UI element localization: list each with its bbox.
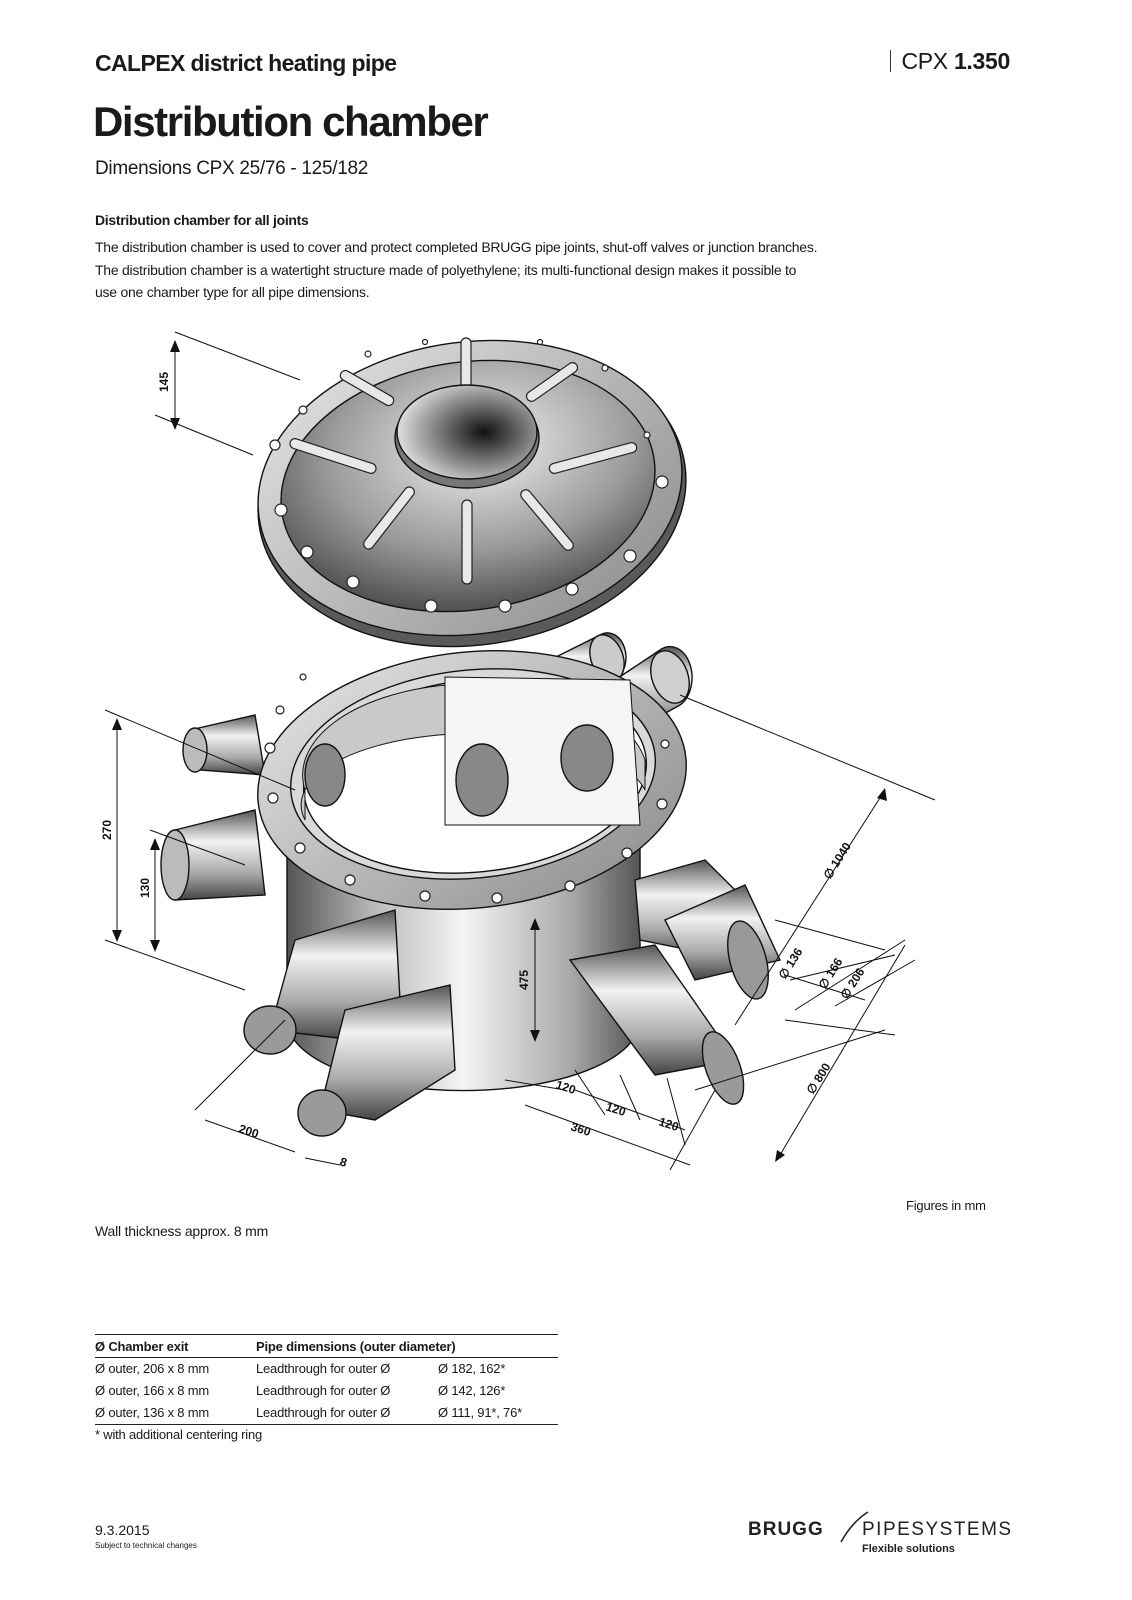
section-body <box>95 236 895 304</box>
table-row <box>95 1380 558 1402</box>
footer-subject-note: Subject to technical changes <box>95 1541 197 1550</box>
dim-offset: 200 <box>237 1121 261 1142</box>
logo-brand-2: PIPESYSTEMS <box>862 1519 1013 1540</box>
wall-thickness-note: Wall thickness approx. 8 mm <box>95 1223 269 1239</box>
section-heading: Distribution chamber for all joints <box>95 212 309 228</box>
body-line: use one chamber type for all pipe dimensions. <box>95 284 370 300</box>
logo-tagline: Flexible solutions <box>862 1543 955 1555</box>
cell-dims: Ø 142, 126* <box>438 1383 506 1398</box>
logo-brand: BRUGG <box>748 1519 824 1540</box>
dim-spacing-1: 120 <box>554 1077 578 1098</box>
code-number: 1.350 <box>953 48 1010 74</box>
document-code <box>890 50 1010 72</box>
figures-note: Figures in mm <box>906 1198 986 1213</box>
cell-lead: Leadthrough for outer Ø <box>256 1361 391 1376</box>
dim-outlet-height-lower: 130 <box>138 877 152 898</box>
cell-dims: Ø 182, 162* <box>438 1361 506 1376</box>
dim-spacing-total: 360 <box>569 1119 593 1140</box>
dim-d166: ∅ 166 <box>815 955 846 992</box>
cell-exit: Ø outer, 206 x 8 mm <box>95 1361 209 1376</box>
header-chamber-exit: Ø Chamber exit <box>95 1335 256 1358</box>
table-header-row <box>95 1335 558 1358</box>
dim-lid-diameter: ∅ 1040 <box>820 839 854 882</box>
body-line: The distribution chamber is a watertight structure made of polyethylene; its multi-functional design makes it possible to <box>95 261 797 278</box>
body-line: The distribution chamber is used to cover and protect completed BRUGG pipe joints, shut-off valves or junction branches. <box>95 239 818 255</box>
code-prefix: CPX <box>901 48 948 74</box>
dim-body-diameter: ∅ 800 <box>803 1060 834 1097</box>
dim-d206: ∅ 206 <box>837 965 868 1002</box>
dim-spacing-2: 120 <box>604 1099 628 1120</box>
cell-exit: Ø outer, 136 x 8 mm <box>95 1402 256 1425</box>
cell-lead: Leadthrough for outer Ø <box>256 1402 438 1425</box>
dim-d136: ∅ 136 <box>775 945 806 982</box>
lid <box>238 320 706 673</box>
cell-lead: Leadthrough for outer Ø <box>256 1383 391 1398</box>
brugg-logo <box>748 1510 1038 1560</box>
table-row <box>95 1358 558 1381</box>
chamber-drawing <box>95 320 995 1200</box>
page-title: Distribution chamber <box>93 98 488 145</box>
dim-spacing-3: 120 <box>657 1114 681 1135</box>
document-series: CALPEX district heating pipe <box>95 50 397 76</box>
dim-body-height: 475 <box>517 969 531 990</box>
cell-dims: Ø 111, 91*, 76* <box>438 1402 558 1425</box>
table-footnote: * with additional centering ring <box>95 1427 263 1442</box>
cell-exit: Ø outer, 166 x 8 mm <box>95 1383 209 1398</box>
table-row <box>95 1402 558 1425</box>
dim-wall: 8 <box>338 1154 349 1170</box>
dim-lid-height: 145 <box>157 371 171 392</box>
page-subtitle: Dimensions CPX 25/76 - 125/182 <box>95 158 368 179</box>
chamber-exit-table <box>95 1334 558 1425</box>
header-pipe-dimensions: Pipe dimensions (outer diameter) <box>256 1335 558 1358</box>
dim-outlet-height-upper: 270 <box>100 819 114 840</box>
footer-date: 9.3.2015 <box>95 1522 150 1538</box>
